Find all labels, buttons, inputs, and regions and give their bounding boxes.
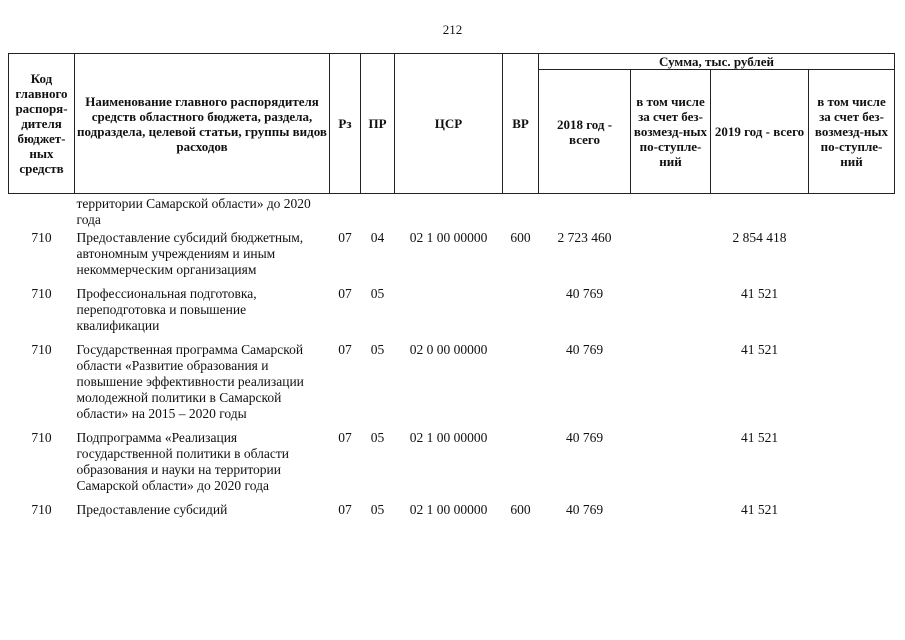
- cell-name: Предоставление субсидий: [76, 502, 228, 517]
- cell-2018-total: 40 769: [565, 286, 604, 301]
- cell-code: 710: [31, 430, 52, 445]
- cell-code: 710: [31, 230, 52, 245]
- cell-vr: [503, 342, 539, 430]
- header-sum-group: Сумма, тыс. рублей: [539, 54, 895, 70]
- cell-rz: 07: [338, 342, 352, 357]
- header-vr: ВР: [503, 54, 539, 194]
- cell-vr: [503, 430, 539, 502]
- cell-name: Профессиональная подготовка, переподготовка и повышение квалификации: [76, 286, 257, 333]
- cell-name: Подпрограмма «Реализация государственной политики в области образования и науки на территории Самарской области» до 2020 года: [76, 430, 290, 493]
- cell-code: [9, 194, 75, 231]
- cell-rz: 07: [338, 230, 352, 245]
- table-header: [9, 54, 895, 194]
- header-2018-total: 2018 год - всего: [539, 70, 631, 194]
- cell-2019-total: 41 521: [740, 430, 779, 445]
- cell-2018-total: 40 769: [565, 342, 604, 357]
- cell-2019-free: [809, 502, 895, 526]
- cell-2019-total: 41 521: [740, 286, 779, 301]
- table-row: [9, 194, 895, 231]
- header-name: Наименование главного распорядителя средств областного бюджета, раздела, подраздела, целевой статьи, группы видов расходов: [75, 54, 330, 194]
- table-row: [9, 342, 895, 430]
- header-2019-total: 2019 год - всего: [711, 70, 809, 194]
- cell-2018-total: 2 723 460: [557, 230, 612, 245]
- cell-2019-free: [809, 194, 895, 231]
- cell-2018-free: [631, 502, 711, 526]
- table-row: [9, 430, 895, 502]
- cell-csr: [395, 286, 503, 342]
- cell-2019-total: 41 521: [740, 342, 779, 357]
- cell-2018-total: [539, 194, 631, 231]
- cell-pr: 05: [370, 430, 385, 445]
- header-rz: Рз: [330, 54, 361, 194]
- cell-csr: [395, 194, 503, 231]
- cell-pr: 05: [370, 342, 385, 357]
- cell-code: 710: [31, 342, 52, 357]
- cell-rz: 07: [338, 502, 352, 517]
- cell-2018-free: [631, 342, 711, 430]
- cell-pr: 05: [370, 286, 385, 301]
- cell-2018-total: 40 769: [565, 502, 604, 517]
- table-row: [9, 230, 895, 286]
- cell-pr: [361, 194, 395, 231]
- cell-csr: 02 1 00 00000: [409, 230, 488, 245]
- cell-2018-free: [631, 286, 711, 342]
- cell-csr: 02 1 00 00000: [409, 430, 488, 445]
- table-row: [9, 286, 895, 342]
- budget-table: [8, 53, 895, 526]
- cell-2019-free: [809, 342, 895, 430]
- cell-2019-total: [711, 194, 809, 231]
- cell-2019-free: [809, 286, 895, 342]
- cell-name: территории Самарской области» до 2020 года: [76, 196, 311, 227]
- cell-pr: 04: [370, 230, 385, 245]
- header-pr: ПР: [361, 54, 395, 194]
- cell-2019-total: 2 854 418: [732, 230, 787, 245]
- cell-2019-free: [809, 230, 895, 286]
- cell-rz: [330, 194, 361, 231]
- cell-2019-free: [809, 430, 895, 502]
- page-number: 212: [442, 22, 463, 37]
- header-code: Код главного распоря-дителя бюджет-ных средств: [9, 54, 75, 194]
- cell-2018-free: [631, 430, 711, 502]
- cell-vr: [503, 286, 539, 342]
- cell-code: 710: [31, 286, 52, 301]
- cell-2019-total: 41 521: [740, 502, 779, 517]
- cell-vr: 600: [510, 230, 531, 245]
- cell-rz: 07: [338, 430, 352, 445]
- cell-2018-free: [631, 194, 711, 231]
- table-body: [9, 194, 895, 527]
- cell-csr: 02 0 00 00000: [409, 342, 488, 357]
- cell-code: 710: [31, 502, 52, 517]
- header-2019-free: в том числе за счет без-возмезд-ных по-ступле-ний: [809, 70, 895, 194]
- cell-pr: 05: [370, 502, 385, 517]
- cell-2018-total: 40 769: [565, 430, 604, 445]
- cell-name: Предоставление субсидий бюджетным, автономным учреждениям и иным некоммерческим организациям: [76, 230, 304, 277]
- cell-name: Государственная программа Самарской области «Развитие образования и повышение эффективности реализации молодежной политики в Самарской области» на 2015 – 2020 годы: [76, 342, 304, 421]
- header-2018-free: в том числе за счет без-возмезд-ных по-ступле-ний: [631, 70, 711, 194]
- cell-csr: 02 1 00 00000: [409, 502, 488, 517]
- cell-2018-free: [631, 230, 711, 286]
- cell-vr: 600: [510, 502, 531, 517]
- cell-vr: [503, 194, 539, 231]
- table-row: [9, 502, 895, 526]
- header-csr: ЦСР: [395, 54, 503, 194]
- cell-rz: 07: [338, 286, 352, 301]
